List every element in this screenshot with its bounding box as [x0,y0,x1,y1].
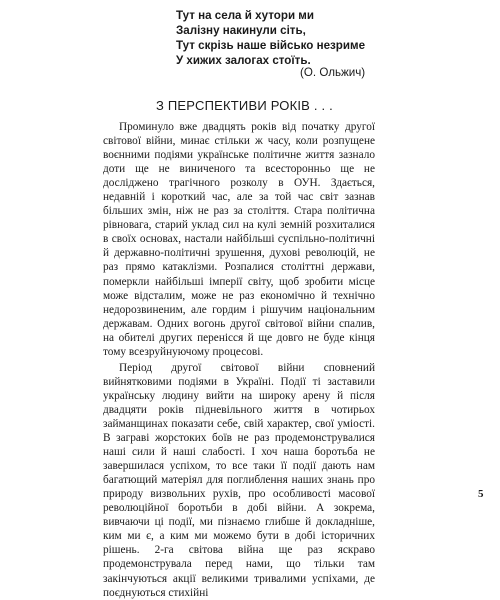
poem-line: Залізну накинули сіть, [176,24,306,37]
section-heading: З ПЕРСПЕКТИВИ РОКІВ . . . [156,98,333,113]
poem-line: Тут на села й хутори ми [176,9,314,22]
paragraph: Проминуло вже двадцять років від початку другої світової війни, минає стільки ж часу, коли розпущене воєнними подіями українське політичне життя зазнало доти ще не виниченого та всесторонньо ще не досліджено трагічного розколу в ОУН. Здається, недавній і короткий час, але за той час світ зазнав більших змін, ніж не раз за століття. Стара політична рівновага, старий уклад сил на кулі земній розхиталися в своїх основах, настали найбільші суспільно-політичні й державно-політичні зрушення, духові революцій, не раз прямо катаклізми. Розпалися століттні держави, померкли найбільші імперії світу, щоб зробити місце може відсталим, може не раз економічно й технічно недорозвиненим, але гордим і рішучим національним державам. Одних вогонь другої світової війни спалив, на обителі других перенісся й ще довго не буде кінця тому всезруйнуючому процесові. [103,121,375,358]
poem-line: У хижих залогах стоїть. [176,54,311,67]
poem-epigraph [176,8,476,68]
poem-attribution: (О. Ольжич) [300,66,366,79]
paragraph: Період другої світової війни сповнений вийнятковими подіями в Україні. Події ті заставили українську людину вийти на широку арену й після двадцяти років підневільного життя в чотирьох займанщинах показати себе, свій характер, свої уміості. В заграві жорстоких боїв не раз продемонструвалися наші сили й наші слабості. І хоч наша боротьба не завершилася успіхом, то все таки її події дають нам багатющий матеріял для поглиблення наших знань про природу визвольних рухів, про особливості масової революційної боротьби в добі війни. А зокрема, вивчаючи ці події, ми пізнаємо глибше й докладніше, ким ми є, а ким ми можемо бути в добі історичних рішень. 2-га світова війна ще раз яскраво продемонструвала перед нами, що тільки там закінчуються акції великими тривалими успіхами, де поєднуються стихійні [103,361,375,599]
poem-line: Тут скрізь наше військо незриме [176,39,366,52]
page-number: 5 [478,488,484,500]
body-text [103,120,375,600]
